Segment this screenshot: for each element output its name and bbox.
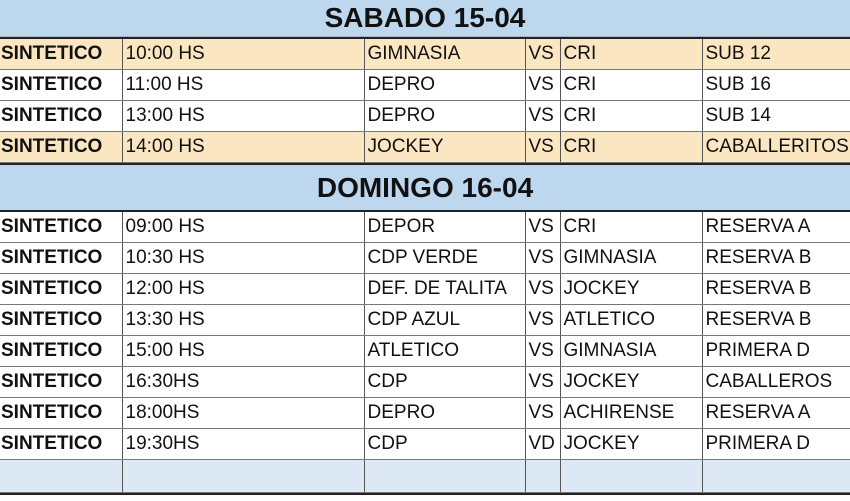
match-row (0, 212, 850, 243)
sheet-bottom-border (0, 493, 850, 499)
match-row (0, 70, 850, 101)
empty-cell (122, 460, 364, 493)
cell-time: 13:00 HS (122, 101, 364, 132)
match-row (0, 398, 850, 429)
cell-vs: VS (525, 212, 560, 243)
match-row (0, 429, 850, 460)
match-row (0, 101, 850, 132)
cell-venue: SINTETICO (0, 398, 122, 429)
cell-vs: VS (525, 101, 560, 132)
cell-time: 10:30 HS (122, 243, 364, 274)
empty-cell (525, 460, 560, 493)
cell-category: SUB 14 (702, 101, 850, 132)
cell-time: 14:00 HS (122, 132, 364, 163)
cell-away: ATLETICO (560, 305, 702, 336)
match-row (0, 243, 850, 274)
cell-home: DEF. DE TALITA (364, 274, 525, 305)
cell-home: GIMNASIA (364, 38, 525, 70)
cell-vs: VS (525, 398, 560, 429)
cell-time: 09:00 HS (122, 212, 364, 243)
match-row (0, 274, 850, 305)
cell-vs: VS (525, 243, 560, 274)
cell-home: JOCKEY (364, 132, 525, 163)
cell-home: DEPRO (364, 398, 525, 429)
cell-home: ATLETICO (364, 336, 525, 367)
cell-category: CABALLERITOS (702, 132, 850, 163)
cell-home: CDP (364, 429, 525, 460)
cell-vs: VS (525, 38, 560, 70)
cell-time: 18:00HS (122, 398, 364, 429)
cell-time: 10:00 HS (122, 38, 364, 70)
cell-away: GIMNASIA (560, 243, 702, 274)
cell-venue: SINTETICO (0, 38, 122, 70)
cell-category: RESERVA B (702, 243, 850, 274)
cell-away: CRI (560, 38, 702, 70)
match-row (0, 38, 850, 70)
empty-cell (560, 460, 702, 493)
cell-home: CDP AZUL (364, 305, 525, 336)
cell-category: PRIMERA D (702, 336, 850, 367)
cell-time: 11:00 HS (122, 70, 364, 101)
cell-venue: SINTETICO (0, 70, 122, 101)
cell-home: DEPOR (364, 212, 525, 243)
match-row (0, 367, 850, 398)
cell-time: 16:30HS (122, 367, 364, 398)
cell-category: RESERVA A (702, 212, 850, 243)
cell-vs: VS (525, 336, 560, 367)
cell-time: 19:30HS (122, 429, 364, 460)
cell-category: RESERVA B (702, 274, 850, 305)
cell-vs: VS (525, 367, 560, 398)
saturday-table (0, 37, 850, 163)
cell-away: CRI (560, 132, 702, 163)
cell-venue: SINTETICO (0, 132, 122, 163)
saturday-title: SABADO 15-04 (0, 0, 850, 37)
cell-venue: SINTETICO (0, 305, 122, 336)
cell-away: CRI (560, 70, 702, 101)
cell-home: CDP (364, 367, 525, 398)
cell-category: SUB 16 (702, 70, 850, 101)
cell-category: RESERVA B (702, 305, 850, 336)
cell-away: CRI (560, 212, 702, 243)
cell-vs: VD (525, 429, 560, 460)
cell-vs: VS (525, 305, 560, 336)
cell-time: 12:00 HS (122, 274, 364, 305)
cell-away: ACHIRENSE (560, 398, 702, 429)
cell-home: DEPRO (364, 101, 525, 132)
cell-time: 15:00 HS (122, 336, 364, 367)
cell-time: 13:30 HS (122, 305, 364, 336)
cell-venue: SINTETICO (0, 367, 122, 398)
match-row (0, 336, 850, 367)
cell-category: SUB 12 (702, 38, 850, 70)
cell-venue: SINTETICO (0, 243, 122, 274)
cell-away: JOCKEY (560, 367, 702, 398)
cell-vs: VS (525, 274, 560, 305)
cell-vs: VS (525, 70, 560, 101)
match-row (0, 305, 850, 336)
empty-cell (364, 460, 525, 493)
sunday-title: DOMINGO 16-04 (0, 163, 850, 212)
match-row (0, 132, 850, 163)
cell-away: JOCKEY (560, 429, 702, 460)
cell-category: PRIMERA D (702, 429, 850, 460)
cell-vs: VS (525, 132, 560, 163)
cell-venue: SINTETICO (0, 429, 122, 460)
cell-home: DEPRO (364, 70, 525, 101)
cell-home: CDP VERDE (364, 243, 525, 274)
cell-away: CRI (560, 101, 702, 132)
cell-category: CABALLEROS (702, 367, 850, 398)
cell-venue: SINTETICO (0, 336, 122, 367)
empty-cell (702, 460, 850, 493)
empty-cell (0, 460, 122, 493)
cell-venue: SINTETICO (0, 101, 122, 132)
cell-venue: SINTETICO (0, 274, 122, 305)
empty-row (0, 460, 850, 493)
cell-away: GIMNASIA (560, 336, 702, 367)
cell-away: JOCKEY (560, 274, 702, 305)
cell-venue: SINTETICO (0, 212, 122, 243)
cell-category: RESERVA A (702, 398, 850, 429)
sunday-table (0, 212, 850, 493)
